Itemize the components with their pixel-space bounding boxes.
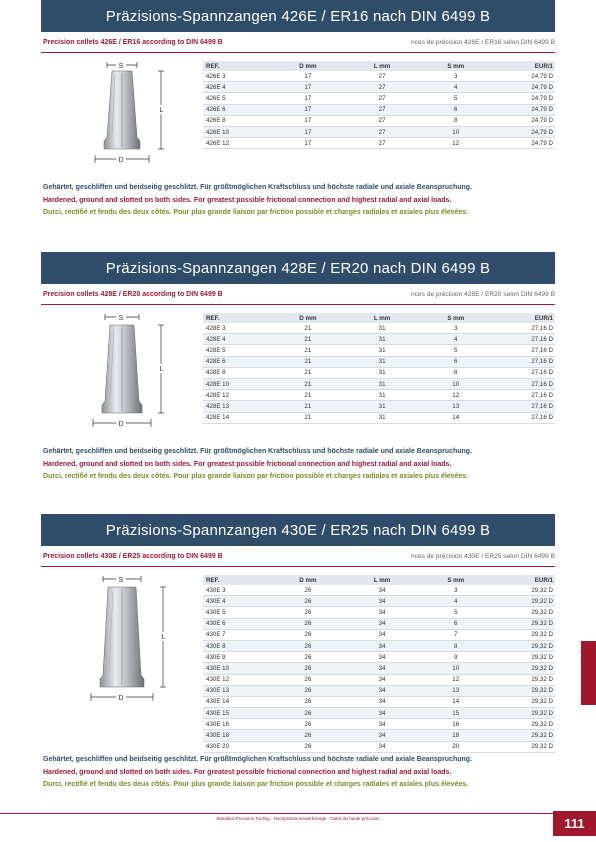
table-cell: 34 [346, 685, 419, 696]
table-cell: 26 [270, 685, 346, 696]
table-cell: 428E 13 [203, 401, 270, 412]
table-cell: 426E 8 [203, 115, 270, 126]
table-cell: 34 [346, 629, 419, 640]
column-header: L mm [346, 313, 419, 323]
table-cell: 27,16 D [493, 390, 555, 401]
column-header: EUR/1 [493, 61, 555, 71]
table-cell: 10 [419, 126, 494, 137]
table-cell: 27 [346, 71, 419, 82]
table-cell: 34 [346, 741, 419, 752]
table-cell: 21 [270, 390, 346, 401]
table-cell: 16 [419, 719, 494, 730]
section-title: Präzisions-Spannzangen 430E / ER25 nach DIN 6499 B [41, 514, 555, 546]
table-row [203, 663, 555, 674]
spec-table [203, 61, 555, 149]
table-cell: 26 [270, 730, 346, 741]
table-row [203, 618, 555, 629]
column-header: EUR/1 [493, 313, 555, 323]
table-cell: 428E 4 [203, 334, 270, 345]
table-cell: 8 [419, 640, 494, 651]
table-cell: 430E 16 [203, 719, 270, 730]
dim-s-label: S [118, 577, 124, 584]
table-cell: 430E 20 [203, 741, 270, 752]
table-header-row [203, 575, 555, 585]
table-cell: 430E 7 [203, 629, 270, 640]
table-cell: 10 [419, 378, 494, 389]
table-cell: 34 [346, 607, 419, 618]
table-cell: 5 [419, 607, 494, 618]
table-cell: 27 [346, 115, 419, 126]
table-row [203, 138, 555, 149]
table-cell: 27 [346, 82, 419, 93]
section-title: Präzisions-Spannzangen 426E / ER16 nach DIN 6499 B [41, 0, 555, 32]
table-cell: 20 [419, 741, 494, 752]
table-row [203, 71, 555, 82]
table-row [203, 730, 555, 741]
table-cell: 17 [270, 104, 346, 115]
table-cell: 430E 15 [203, 708, 270, 719]
table-cell: 29,32 D [493, 719, 555, 730]
page-number: 111 [553, 811, 596, 836]
table-cell: 27,16 D [493, 345, 555, 356]
collet-drawing [85, 313, 181, 437]
table-cell: 18 [419, 730, 494, 741]
table-cell: 6 [419, 618, 494, 629]
table-cell: 34 [346, 730, 419, 741]
column-header: D mm [270, 575, 346, 585]
table-cell: 34 [346, 585, 419, 596]
spec-table [203, 313, 555, 424]
table-cell: 21 [270, 334, 346, 345]
table-cell: 29,32 D [493, 741, 555, 752]
dim-s-label: S [118, 315, 124, 322]
column-header: D mm [270, 61, 346, 71]
table-cell: 24,79 D [493, 82, 555, 93]
table-cell: 15 [419, 708, 494, 719]
table-cell: 31 [346, 356, 419, 367]
table-cell: 3 [419, 585, 494, 596]
table-row [203, 607, 555, 618]
table-cell: 29,32 D [493, 629, 555, 640]
table-cell: 3 [419, 71, 494, 82]
product-section-428e [41, 252, 555, 481]
table-cell: 31 [346, 401, 419, 412]
table-row [203, 401, 555, 412]
table-cell: 430E 6 [203, 618, 270, 629]
table-cell: 5 [419, 345, 494, 356]
table-cell: 428E 5 [203, 345, 270, 356]
table-cell: 29,32 D [493, 652, 555, 663]
table-cell: 24,79 D [493, 93, 555, 104]
table-cell: 34 [346, 708, 419, 719]
table-cell: 7 [419, 629, 494, 640]
table-cell: 31 [346, 390, 419, 401]
footer-divider [0, 813, 596, 814]
table-cell: 21 [270, 412, 346, 423]
table-row [203, 104, 555, 115]
table-cell: 26 [270, 618, 346, 629]
column-header: EUR/1 [493, 575, 555, 585]
table-cell: 426E 3 [203, 71, 270, 82]
table-cell: 26 [270, 652, 346, 663]
footer-text: Standard Precision Tooling · Hochpräzisionswerkzeuge · Outils de haute précision [216, 816, 380, 821]
table-cell: 34 [346, 596, 419, 607]
table-cell: 26 [270, 696, 346, 707]
table-cell: 17 [270, 126, 346, 137]
table-cell: 428E 6 [203, 356, 270, 367]
collet-diagram [85, 575, 181, 711]
table-cell: 34 [346, 674, 419, 685]
table-cell: 27 [346, 104, 419, 115]
note-de: Gehärtet, geschliffen und beidseitig geschlitzt. Für größtmöglichen Kraftschluss und höchste radiale und axiale Beanspruchung. [43, 756, 473, 763]
note-fr: Durci, rectifié et fendu des deux côtés. Pour plus grande liaison par friction possible et charges radiales et axiales plus élevées. [43, 209, 469, 217]
table-cell: 31 [346, 378, 419, 389]
table-cell: 31 [346, 412, 419, 423]
column-header: S mm [419, 313, 494, 323]
table-cell: 12 [419, 390, 494, 401]
table-cell: 12 [419, 674, 494, 685]
table-cell: 26 [270, 607, 346, 618]
table-header-row [203, 61, 555, 71]
table-cell: 26 [270, 741, 346, 752]
collet-drawing [85, 61, 181, 173]
table-cell: 26 [270, 640, 346, 651]
table-cell: 34 [346, 618, 419, 629]
table-row [203, 412, 555, 423]
table-cell: 430E 13 [203, 685, 270, 696]
column-header: REF. [203, 575, 270, 585]
dim-d-label: D [118, 421, 124, 428]
table-cell: 26 [270, 674, 346, 685]
dim-d-label: D [118, 157, 124, 164]
note-en: Hardened, ground and slotted on both sides. For greatest possible frictional connection and highest radial and axial loads. [43, 196, 452, 204]
table-cell: 24,79 D [493, 71, 555, 82]
subtitle-fr: nces de précision 430E / ER25 selon DIN 6499 B [410, 553, 555, 560]
note-en: Hardened, ground and slotted on both sides. For greatest possible frictional connection and highest radial and axial loads. [43, 460, 452, 468]
divider [41, 52, 555, 53]
table-cell: 4 [419, 596, 494, 607]
table-cell: 8 [419, 367, 494, 378]
table-row [203, 640, 555, 651]
table-row [203, 390, 555, 401]
divider [41, 304, 555, 305]
table-cell: 17 [270, 115, 346, 126]
table-cell: 27,16 D [493, 378, 555, 389]
table-row [203, 115, 555, 126]
table-cell: 428E 10 [203, 378, 270, 389]
table-cell: 27 [346, 93, 419, 104]
table-cell: 426E 6 [203, 104, 270, 115]
table-cell: 13 [419, 685, 494, 696]
subtitle-en: Precision collets 430E / ER25 according to DIN 6499 B [43, 553, 223, 560]
table-cell: 14 [419, 412, 494, 423]
table-cell: 34 [346, 696, 419, 707]
table-row [203, 652, 555, 663]
note-de: Gehärtet, geschliffen und beidseitig geschlitzt. Für größtmöglichen Kraftschluss und höchste radiale und axiale Beanspruchung. [43, 184, 473, 191]
table-cell: 27,16 D [493, 412, 555, 423]
table-cell: 27,16 D [493, 401, 555, 412]
table-row [203, 334, 555, 345]
collet-diagram [85, 61, 181, 173]
table-cell: 426E 4 [203, 82, 270, 93]
table-cell: 6 [419, 104, 494, 115]
table-row [203, 367, 555, 378]
table-cell: 29,32 D [493, 708, 555, 719]
subtitle-en: Precision collets 428E / ER20 according to DIN 6499 B [43, 291, 223, 298]
subtitle-row [41, 38, 555, 52]
table-row [203, 596, 555, 607]
table-row [203, 674, 555, 685]
table-cell: 29,32 D [493, 696, 555, 707]
column-header: REF. [203, 313, 270, 323]
table-cell: 31 [346, 323, 419, 334]
dim-l-label: L [161, 634, 166, 641]
table-cell: 21 [270, 378, 346, 389]
table-cell: 426E 12 [203, 138, 270, 149]
table-cell: 430E 10 [203, 663, 270, 674]
column-header: L mm [346, 575, 419, 585]
table-cell: 29,32 D [493, 596, 555, 607]
table-cell: 29,32 D [493, 618, 555, 629]
table-cell: 428E 14 [203, 412, 270, 423]
table-cell: 17 [270, 93, 346, 104]
chapter-tab [581, 641, 596, 705]
table-row [203, 629, 555, 640]
product-section-426e [41, 0, 555, 217]
table-row [203, 345, 555, 356]
table-cell: 430E 12 [203, 674, 270, 685]
note-fr: Durci, rectifié et fendu des deux côtés. Pour plus grande liaison par friction possible et charges radiales et axiales plus élevées. [43, 473, 469, 481]
collet-drawing [85, 575, 181, 711]
dim-l-label: L [159, 107, 164, 114]
table-row [203, 585, 555, 596]
table-cell: 21 [270, 401, 346, 412]
table-cell: 426E 5 [203, 93, 270, 104]
table-cell: 430E 14 [203, 696, 270, 707]
table-cell: 24,79 D [493, 104, 555, 115]
table-cell: 24,79 D [493, 126, 555, 137]
note-fr: Durci, rectifié et fendu des deux côtés. Pour plus grande liaison par friction possible et charges radiales et axiales plus élevées. [43, 781, 469, 789]
table-cell: 430E 5 [203, 607, 270, 618]
table-cell: 21 [270, 356, 346, 367]
divider [41, 566, 555, 567]
table-cell: 29,32 D [493, 685, 555, 696]
column-header: REF. [203, 61, 270, 71]
dim-s-label: S [118, 63, 124, 70]
table-cell: 14 [419, 696, 494, 707]
table-cell: 31 [346, 345, 419, 356]
subtitle-fr: nces de précision 426E / ER16 selon DIN 6499 B [410, 39, 555, 46]
table-cell: 26 [270, 708, 346, 719]
table-cell: 430E 18 [203, 730, 270, 741]
table-cell: 27,16 D [493, 334, 555, 345]
notes [43, 446, 555, 484]
table-row [203, 82, 555, 93]
table-cell: 26 [270, 719, 346, 730]
table-cell: 26 [270, 629, 346, 640]
table-cell: 34 [346, 640, 419, 651]
table-row [203, 741, 555, 752]
table-cell: 17 [270, 138, 346, 149]
column-header: S mm [419, 61, 494, 71]
table-cell: 21 [270, 323, 346, 334]
table-row [203, 93, 555, 104]
table-row [203, 719, 555, 730]
table-cell: 428E 3 [203, 323, 270, 334]
note-de: Gehärtet, geschliffen und beidseitig geschlitzt. Für größtmöglichen Kraftschluss und höchste radiale und axiale Beanspruchung. [43, 448, 473, 455]
table-cell: 29,32 D [493, 663, 555, 674]
table-cell: 26 [270, 596, 346, 607]
table-cell: 29,32 D [493, 585, 555, 596]
table-cell: 34 [346, 719, 419, 730]
table-row [203, 696, 555, 707]
subtitle-row [41, 290, 555, 304]
table-cell: 4 [419, 82, 494, 93]
table-cell: 21 [270, 367, 346, 378]
table-cell: 31 [346, 334, 419, 345]
column-header: S mm [419, 575, 494, 585]
table-cell: 26 [270, 663, 346, 674]
table-cell: 27,16 D [493, 323, 555, 334]
table-cell: 29,32 D [493, 730, 555, 741]
table-cell: 21 [270, 345, 346, 356]
table-cell: 13 [419, 401, 494, 412]
table-cell: 4 [419, 334, 494, 345]
column-header: D mm [270, 313, 346, 323]
table-cell: 3 [419, 323, 494, 334]
section-title: Präzisions-Spannzangen 428E / ER20 nach DIN 6499 B [41, 252, 555, 284]
table-cell: 426E 10 [203, 126, 270, 137]
table-cell: 5 [419, 93, 494, 104]
product-section-430e [41, 514, 555, 789]
table-cell: 428E 12 [203, 390, 270, 401]
collet-diagram [85, 313, 181, 437]
notes [43, 754, 555, 792]
table-row [203, 378, 555, 389]
table-header-row [203, 313, 555, 323]
table-cell: 17 [270, 71, 346, 82]
table-cell: 10 [419, 663, 494, 674]
column-header: L mm [346, 61, 419, 71]
table-cell: 430E 3 [203, 585, 270, 596]
table-row [203, 685, 555, 696]
table-row [203, 323, 555, 334]
table-cell: 430E 9 [203, 652, 270, 663]
table-cell: 31 [346, 367, 419, 378]
table-cell: 29,32 D [493, 607, 555, 618]
table-cell: 17 [270, 82, 346, 93]
table-cell: 24,79 D [493, 115, 555, 126]
table-cell: 29,32 D [493, 674, 555, 685]
table-cell: 430E 4 [203, 596, 270, 607]
table-cell: 27 [346, 126, 419, 137]
table-cell: 6 [419, 356, 494, 367]
dim-d-label: D [118, 695, 124, 702]
table-cell: 34 [346, 663, 419, 674]
table-cell: 27,16 D [493, 356, 555, 367]
dim-l-label: L [159, 366, 164, 373]
table-cell: 27,16 D [493, 367, 555, 378]
table-cell: 430E 8 [203, 640, 270, 651]
table-cell: 24,79 D [493, 138, 555, 149]
spec-table [203, 575, 555, 753]
table-cell: 27 [346, 138, 419, 149]
table-row [203, 126, 555, 137]
table-cell: 8 [419, 115, 494, 126]
subtitle-en: Precision collets 426E / ER16 according to DIN 6499 B [43, 39, 223, 46]
notes [43, 182, 555, 220]
table-cell: 9 [419, 652, 494, 663]
table-row [203, 708, 555, 719]
table-cell: 34 [346, 652, 419, 663]
subtitle-row [41, 552, 555, 566]
subtitle-fr: nces de précision 428E / ER20 selon DIN 6499 B [410, 291, 555, 298]
table-cell: 428E 8 [203, 367, 270, 378]
table-cell: 26 [270, 585, 346, 596]
table-row [203, 356, 555, 367]
note-en: Hardened, ground and slotted on both sides. For greatest possible frictional connection and highest radial and axial loads. [43, 768, 452, 776]
table-cell: 29,32 D [493, 640, 555, 651]
table-cell: 12 [419, 138, 494, 149]
